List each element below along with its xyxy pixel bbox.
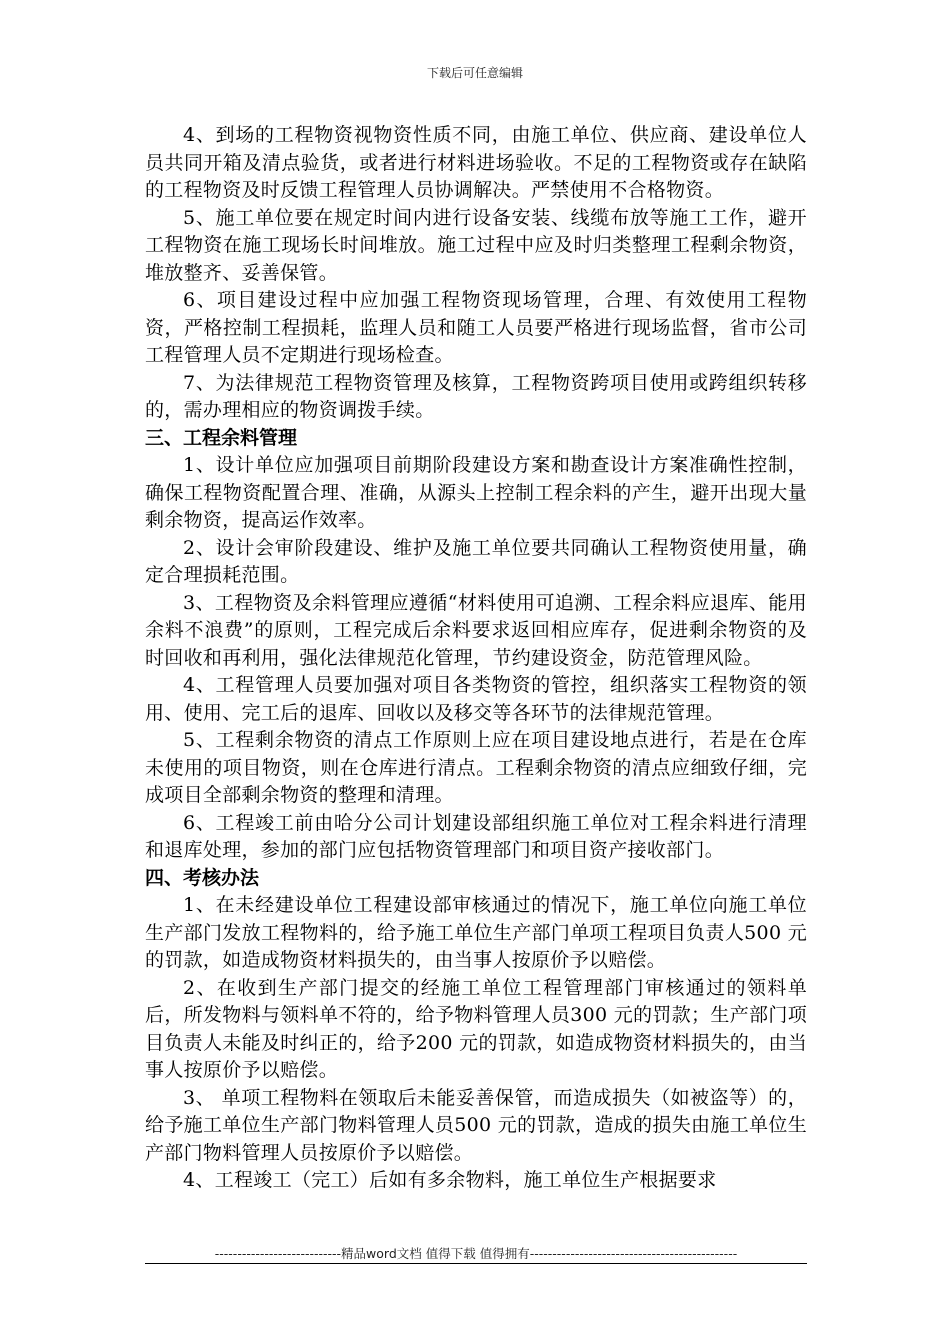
surplus-paragraph-3: 3、工程物资及余料管理应遵循“材料使用可追溯、工程余料应退库、能用余料不浪费”的原则，工程完成后余料要求返回相应库存，促进剩余物资的及时回收和再利用，强化法律规范化管理，节约建设资金，防范管理风险。 [145, 591, 807, 669]
paragraph-6: 6、项目建设过程中应加强工程物资现场管理，合理、有效使用工程物资，严格控制工程损耗，监理人员和随工人员要严格进行现场监督，省市公司工程管理人员不定期进行现场检查。 [145, 289, 807, 366]
surplus-paragraph-1: 1、设计单位应加强项目前期阶段建设方案和勘查设计方案准确性控制，确保工程物资配置合理、准确，从源头上控制工程余料的产生，避开出现大量剩余物资，提高运作效率。 [145, 454, 807, 531]
surplus-paragraph-2: 2、设计会审阶段建设、维护及施工单位要共同确认工程物资使用量，确定合理损耗范围。 [145, 536, 807, 586]
footer-note: ----------------------------精品word文档 值得下载 值得拥有---------------------------------------------- [214, 1246, 738, 1261]
surplus-paragraph-4: 4、工程管理人员要加强对项目各类物资的管控，组织落实工程物资的领用、使用、完工后的退库、回收以及移交等各环节的法律规范管理。 [145, 674, 807, 724]
header-note: 下载后可任意编辑 [426, 66, 523, 80]
surplus-paragraph-5: 5、工程剩余物资的清点工作原则上应在项目建设地点进行，若是在仓库未使用的项目物资，则在仓库进行清点。工程剩余物资的清点应细致仔细，完成项目全部剩余物资的整理和清理。 [145, 729, 807, 806]
section-heading-assessment: 四、考核办法 [145, 866, 260, 889]
footer-rule [145, 1263, 807, 1264]
assessment-paragraph-2: 2、在收到生产部门提交的经施工单位工程管理部门审核通过的领料单后，所发物料与领料单不符的，给予物料管理人员300 元的罚款；生产部门项目负责人未能及时纠正的，给予200 元的罚款，如造成物资材料损失的，由当事人按原价予以赔偿。 [145, 976, 807, 1081]
paragraph-4: 4、到场的工程物资视物资性质不同，由施工单位、供应商、建设单位人员共同开箱及清点验货，或者进行材料进场验收。不足的工程物资或存在缺陷的工程物资及时反馈工程管理人员协调解决。严禁使用不合格物资。 [145, 124, 807, 201]
assessment-paragraph-3: 3、 单项工程物料在领取后未能妥善保管，而造成损失（如被盗等）的，给予施工单位生产部门物料管理人员500 元的罚款，造成的损失由施工单位生产部门物料管理人员按原价予以赔偿。 [145, 1086, 807, 1164]
section-heading-surplus: 三、工程余料管理 [145, 426, 298, 449]
surplus-paragraph-6: 6、工程竣工前由哈分公司计划建设部组织施工单位对工程余料进行清理和退库处理，参加的部门应包括物资管理部门和项目资产接收部门。 [145, 811, 807, 861]
paragraph-5: 5、施工单位要在规定时间内进行设备安装、线缆布放等施工工作，避开工程物资在施工现场长时间堆放。施工过程中应及时归类整理工程剩余物资，堆放整齐、妥善保管。 [145, 206, 807, 284]
assessment-paragraph-1: 1、在未经建设单位工程建设部审核通过的情况下，施工单位向施工单位生产部门发放工程物料的，给予施工单位生产部门单项工程项目负责人500 元的罚款，如造成物资材料损失的，由当事人按原价予以赔偿。 [145, 894, 807, 971]
paragraph-7: 7、为法律规范工程物资管理及核算，工程物资跨项目使用或跨组织转移的，需办理相应的物资调拨手续。 [145, 371, 807, 421]
document-body [145, 122, 807, 1195]
assessment-paragraph-4: 4、工程竣工（完工）后如有多余物料，施工单位生产根据要求 [183, 1169, 717, 1191]
